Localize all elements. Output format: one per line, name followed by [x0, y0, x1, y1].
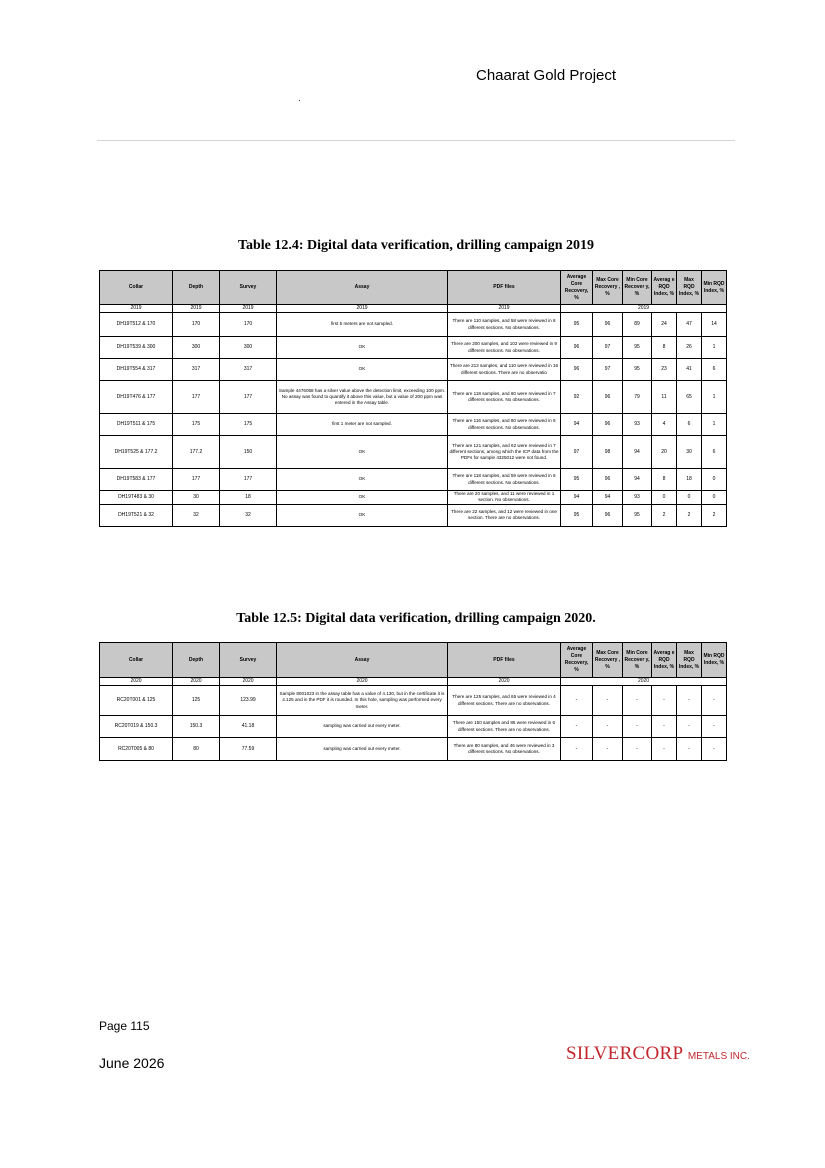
- table-cell: 32: [173, 504, 220, 526]
- year-cell: 2020: [448, 678, 561, 686]
- table-cell: 96: [593, 381, 623, 414]
- table-cell: 177: [173, 469, 220, 491]
- column-header: Max RQD Index, %: [677, 271, 702, 305]
- table-cell: There are 80 samples, and 46 were reviewed in 3 different sections. No observations.: [448, 738, 561, 761]
- table-cell: 11: [652, 381, 677, 414]
- table-cell: 94: [593, 491, 623, 505]
- table-12-5: [99, 642, 727, 761]
- year-cell: 2020: [100, 678, 173, 686]
- column-header: Average Core Recovery, %: [561, 643, 593, 678]
- column-header: Min RQD Index, %: [702, 271, 727, 305]
- table-cell: 41.18: [220, 716, 277, 738]
- header-divider: [97, 140, 735, 141]
- table-cell: 26: [677, 337, 702, 359]
- table-row: [100, 436, 727, 469]
- table-cell: 93: [623, 491, 652, 505]
- table-row: [100, 738, 727, 761]
- table-cell: OK: [277, 504, 448, 526]
- table-cell: OK: [277, 359, 448, 381]
- table-cell: OK: [277, 469, 448, 491]
- table-cell: 0: [702, 491, 727, 505]
- column-header: Averag e RQD Index, %: [652, 271, 677, 305]
- table-cell: 95: [561, 313, 593, 337]
- table-row: [100, 491, 727, 505]
- table-cell: 6: [702, 359, 727, 381]
- table-row: [100, 313, 727, 337]
- table-cell: -: [652, 738, 677, 761]
- table-cell: 6: [702, 436, 727, 469]
- column-header: Min RQD Index, %: [702, 643, 727, 678]
- table-cell: 18: [677, 469, 702, 491]
- table-cell: 96: [561, 359, 593, 381]
- table-cell: 150.3: [173, 716, 220, 738]
- table-row: [100, 469, 727, 491]
- table-cell: There are 20 samples, and 11 were reviewed in 1 section. No observations.: [448, 491, 561, 505]
- table-cell: DH19T511 & 175: [100, 414, 173, 436]
- table-cell: 95: [561, 504, 593, 526]
- year-cell: 2020: [561, 678, 727, 686]
- column-header: Collar: [100, 643, 173, 678]
- logo-main: SILVERCORP: [566, 1043, 684, 1064]
- table-cell: 8: [652, 469, 677, 491]
- column-header: PDF files: [448, 271, 561, 305]
- table-cell: OK: [277, 337, 448, 359]
- table-cell: -: [561, 716, 593, 738]
- dot-mark: [299, 100, 300, 101]
- table-cell: 95: [623, 359, 652, 381]
- year-cell: 2019: [220, 305, 277, 313]
- column-header: Assay: [277, 271, 448, 305]
- table-cell: OK: [277, 436, 448, 469]
- table-cell: 77.59: [220, 738, 277, 761]
- table-cell: 6: [677, 414, 702, 436]
- table-cell: DH19T483 & 30: [100, 491, 173, 505]
- table-cell: 175: [173, 414, 220, 436]
- table-cell: -: [623, 686, 652, 716]
- column-header: Min Core Recover y, %: [623, 643, 652, 678]
- report-date: June 2026: [99, 1055, 165, 1071]
- table-cell: RC20T005 & 80: [100, 738, 173, 761]
- table-cell: 92: [561, 381, 593, 414]
- table-cell: 177: [220, 381, 277, 414]
- table-cell: 30: [677, 436, 702, 469]
- table-row: [100, 686, 727, 716]
- table-cell: 300: [220, 337, 277, 359]
- table-cell: 170: [220, 313, 277, 337]
- table-cell: 89: [623, 313, 652, 337]
- column-header: Max RQD Index, %: [677, 643, 702, 678]
- table-cell: 79: [623, 381, 652, 414]
- table-cell: 23: [652, 359, 677, 381]
- table-cell: 65: [677, 381, 702, 414]
- table-cell: 0: [702, 469, 727, 491]
- table-cell: 2: [677, 504, 702, 526]
- table-cell: 2: [652, 504, 677, 526]
- table-row: [100, 716, 727, 738]
- table-cell: 94: [561, 414, 593, 436]
- table-cell: -: [593, 686, 623, 716]
- table-cell: There are 150 samples and 86 were reviewed in 6 different sections. There are no observations.: [448, 716, 561, 738]
- column-header: Survey: [220, 271, 277, 305]
- column-header: Average Core Recovery, %: [561, 271, 593, 305]
- table-row: [100, 337, 727, 359]
- column-header: Averag e RQD Index, %: [652, 643, 677, 678]
- page-number: Page 115: [99, 1019, 150, 1033]
- table-12-4: [99, 270, 727, 527]
- table-cell: 32: [220, 504, 277, 526]
- table-12-4-caption: Table 12.4: Digital data verification, drilling campaign 2019: [237, 238, 595, 253]
- year-row: [100, 305, 727, 313]
- table-cell: 1: [702, 337, 727, 359]
- column-header: Max Core Recovery , %: [593, 643, 623, 678]
- column-header: Depth: [173, 643, 220, 678]
- table-row: [100, 381, 727, 414]
- year-cell: 2019: [277, 305, 448, 313]
- table-cell: 95: [623, 504, 652, 526]
- table-cell: -: [593, 738, 623, 761]
- table-cell: 98: [593, 436, 623, 469]
- table-cell: sampling was carried out every meter.: [277, 738, 448, 761]
- table-cell: 96: [561, 337, 593, 359]
- year-cell: 2020: [173, 678, 220, 686]
- table-cell: 41: [677, 359, 702, 381]
- table-cell: 170: [173, 313, 220, 337]
- table-cell: 1: [702, 381, 727, 414]
- table-row: [100, 504, 727, 526]
- table-cell: -: [677, 686, 702, 716]
- table-cell: -: [561, 686, 593, 716]
- table-cell: 94: [623, 469, 652, 491]
- table-cell: Sample 8001023 in the assay table has a value of 4.130, but in the certificate it is 4.125 and in the PDF it is rounded. In this hole, sampling was performed every meter.: [277, 686, 448, 716]
- table-cell: 95: [623, 337, 652, 359]
- column-header: Max Core Recovery , %: [593, 271, 623, 305]
- column-header: Survey: [220, 643, 277, 678]
- table-cell: 96: [593, 414, 623, 436]
- table-cell: DH19T554 & 317: [100, 359, 173, 381]
- table-cell: -: [652, 686, 677, 716]
- table-cell: -: [652, 716, 677, 738]
- table-cell: There are 118 samples, and 59 were reviewed in 6 different sections. No observations.: [448, 469, 561, 491]
- table-cell: 14: [702, 313, 727, 337]
- year-row: [100, 678, 727, 686]
- table-row: [100, 359, 727, 381]
- table-cell: 1: [702, 414, 727, 436]
- table-cell: 0: [677, 491, 702, 505]
- logo-sub: METALS INC.: [687, 1051, 750, 1062]
- year-cell: 2019: [173, 305, 220, 313]
- table-cell: 24: [652, 313, 677, 337]
- table-cell: DH19T521 & 32: [100, 504, 173, 526]
- year-cell: 2020: [220, 678, 277, 686]
- table-cell: DH19T525 & 177.2: [100, 436, 173, 469]
- table-cell: 95: [561, 469, 593, 491]
- table-cell: -: [702, 738, 727, 761]
- table-cell: There are 212 samples, and 110 were reviewed in 16 different sections. There are no observatio: [448, 359, 561, 381]
- header-row: [100, 643, 727, 678]
- year-cell: 2019: [561, 305, 727, 313]
- table-cell: 96: [593, 469, 623, 491]
- table-cell: -: [702, 686, 727, 716]
- table-cell: 300: [173, 337, 220, 359]
- table-cell: RC20T019 & 150.3: [100, 716, 173, 738]
- table-cell: OK: [277, 491, 448, 505]
- table-cell: There are 121 samples, and 62 were reviewed in 7 different sections, among which the ICP data from the PDFs for sample 4325012 were not found.: [448, 436, 561, 469]
- table-cell: 150: [220, 436, 277, 469]
- table-cell: DH19T583 & 177: [100, 469, 173, 491]
- table-cell: 80: [173, 738, 220, 761]
- table-cell: 97: [593, 359, 623, 381]
- year-cell: 2019: [100, 305, 173, 313]
- table-cell: DH19T512 & 170: [100, 313, 173, 337]
- table-cell: DH19T539 & 300: [100, 337, 173, 359]
- table-cell: 125: [173, 686, 220, 716]
- table-cell: 94: [561, 491, 593, 505]
- table-cell: 177: [220, 469, 277, 491]
- table-cell: There are 110 samples, and 58 were reviewed in 8 different sections. No observations.: [448, 313, 561, 337]
- table-cell: 93: [623, 414, 652, 436]
- table-cell: 20: [652, 436, 677, 469]
- table-cell: 96: [593, 504, 623, 526]
- table-cell: -: [623, 716, 652, 738]
- table-cell: 177: [173, 381, 220, 414]
- table-cell: 2: [702, 504, 727, 526]
- table-cell: 8: [652, 337, 677, 359]
- table-cell: -: [677, 738, 702, 761]
- table-cell: -: [677, 716, 702, 738]
- table-cell: -: [623, 738, 652, 761]
- table-cell: There are 125 samples, and 65 were reviewed in 4 different sections. There are no observations.: [448, 686, 561, 716]
- table-cell: first 1 meter are not sampled.: [277, 414, 448, 436]
- column-header: Depth: [173, 271, 220, 305]
- table-cell: There are 118 samples, and 60 were reviewed in 7 different sections. No observations.: [448, 381, 561, 414]
- column-header: Collar: [100, 271, 173, 305]
- table-cell: 317: [220, 359, 277, 381]
- table-cell: -: [702, 716, 727, 738]
- table-cell: DH19T476 & 177: [100, 381, 173, 414]
- table-cell: There are 22 samples, and 12 were reviewed in one section. There are no observations.: [448, 504, 561, 526]
- table-cell: 96: [593, 313, 623, 337]
- table-cell: There are 200 samples, and 102 were reviewed in 9 different sections. No observations.: [448, 337, 561, 359]
- column-header: Assay: [277, 643, 448, 678]
- year-cell: 2020: [277, 678, 448, 686]
- table-cell: 4: [652, 414, 677, 436]
- table-cell: There are 116 samples, and 60 were reviewed in 6 different sections. No observations.: [448, 414, 561, 436]
- header-row: [100, 271, 727, 305]
- column-header: Min Core Recover y, %: [623, 271, 652, 305]
- table-cell: -: [593, 716, 623, 738]
- column-header: PDF files: [448, 643, 561, 678]
- table-cell: RC20T001 & 125: [100, 686, 173, 716]
- table-cell: 175: [220, 414, 277, 436]
- table-cell: 30: [173, 491, 220, 505]
- table-cell: 123.99: [220, 686, 277, 716]
- table-cell: -: [561, 738, 593, 761]
- table-cell: 177.2: [173, 436, 220, 469]
- table-cell: 18: [220, 491, 277, 505]
- table-cell: Sample 4476058 has a silver value above the detection limit, exceeding 100 ppm. No assay was found to quantify it above this value, but a value of 200 ppm was entered in the Assay table.: [277, 381, 448, 414]
- project-title: Chaarat Gold Project: [476, 67, 617, 84]
- table-cell: 94: [623, 436, 652, 469]
- table-cell: first 5 meters are not sampled.: [277, 313, 448, 337]
- table-cell: sampling was carried out every meter.: [277, 716, 448, 738]
- table-cell: 47: [677, 313, 702, 337]
- table-cell: 97: [593, 337, 623, 359]
- table-row: [100, 414, 727, 436]
- table-cell: 317: [173, 359, 220, 381]
- table-12-5-caption: Table 12.5: Digital data verification, drilling campaign 2020.: [236, 611, 596, 626]
- table-cell: 0: [652, 491, 677, 505]
- silvercorp-logo: [566, 1043, 750, 1065]
- year-cell: 2019: [448, 305, 561, 313]
- table-cell: 97: [561, 436, 593, 469]
